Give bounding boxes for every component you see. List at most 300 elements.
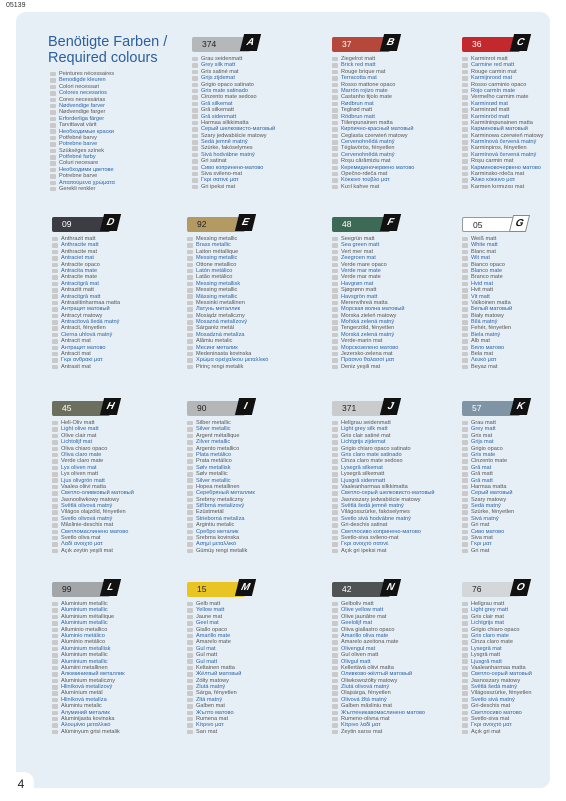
- language-flag-icon: [52, 282, 58, 287]
- language-flag-icon: [462, 698, 468, 703]
- color-name-text: Alb mat: [471, 338, 490, 345]
- color-number: 99: [62, 584, 72, 594]
- color-name-row: [332, 364, 460, 370]
- language-flag-icon: [332, 108, 338, 113]
- language-flag-icon: [52, 447, 58, 452]
- color-name-text: Tengerzöld, fényetlen: [341, 325, 395, 332]
- color-name-text: Karminrød mat: [471, 100, 508, 107]
- language-flag-icon: [462, 679, 468, 684]
- color-name-text: Karminröd matt: [471, 113, 510, 120]
- language-flag-icon: [462, 333, 468, 338]
- color-name-row: [462, 184, 566, 190]
- color-name-text: Colori necessari: [59, 83, 100, 90]
- language-flag-icon: [332, 185, 338, 190]
- color-name-text: Gris claro mate satinado: [341, 451, 402, 458]
- color-name-text: Бяло матово: [471, 344, 505, 351]
- color-name-text: Rödbrun matt: [341, 113, 375, 120]
- language-flag-icon: [462, 536, 468, 541]
- language-flag-icon: [187, 491, 193, 496]
- language-flag-icon: [462, 523, 468, 528]
- language-flag-icon: [332, 440, 338, 445]
- language-flag-icon: [187, 333, 193, 338]
- color-name-text: Grå sidenmatt: [201, 113, 237, 120]
- color-name-text: Rouge carmin mat: [471, 68, 517, 75]
- language-flag-icon: [332, 542, 338, 547]
- language-flag-icon: [52, 320, 58, 325]
- language-flag-icon: [332, 621, 338, 626]
- color-name-text: Sølv metallisk: [196, 464, 231, 471]
- language-flag-icon: [462, 685, 468, 690]
- language-flag-icon: [187, 453, 193, 458]
- language-flag-icon: [332, 628, 338, 633]
- color-name-text: Sjøgrønn matt: [341, 287, 377, 294]
- language-flag-icon: [187, 434, 193, 439]
- color-name-text: Antrasiitinharmaa matta: [61, 299, 121, 306]
- language-flag-icon: [462, 314, 468, 319]
- color-name-list: [187, 420, 315, 554]
- color-name-text: Antraciet mat: [61, 255, 94, 262]
- language-flag-icon: [462, 114, 468, 119]
- color-name-text: Gris satiné mat: [201, 68, 239, 75]
- language-flag-icon: [192, 172, 198, 177]
- language-flag-icon: [332, 504, 338, 509]
- color-name-text: Silber metallic: [196, 420, 231, 426]
- color-name-text: Antracitová šedá matný: [61, 319, 120, 326]
- color-name-text: Karmínová červená matný: [471, 151, 537, 158]
- color-name-text: Aluminiu metalic: [61, 703, 102, 710]
- color-name-text: Világosszürke, fakóselymes: [341, 509, 410, 516]
- color-name-text: Erforderliga färger: [59, 115, 105, 122]
- color-name-text: Сиво копринено-матово: [201, 164, 264, 171]
- language-flag-icon: [50, 123, 56, 128]
- language-flag-icon: [187, 653, 193, 658]
- color-name-text: Světlá šedá matný: [471, 684, 518, 691]
- language-flag-icon: [332, 89, 338, 94]
- language-flag-icon: [462, 621, 468, 626]
- language-flag-icon: [50, 117, 56, 122]
- color-name-text: Galben mat: [196, 703, 225, 710]
- color-name-text: Vaaleanharmaa matta: [471, 664, 526, 671]
- language-flag-icon: [332, 339, 338, 344]
- language-flag-icon: [52, 365, 58, 370]
- language-flag-icon: [192, 140, 198, 145]
- language-flag-icon: [332, 459, 338, 464]
- language-flag-icon: [332, 523, 338, 528]
- language-flag-icon: [332, 166, 338, 171]
- language-flag-icon: [462, 628, 468, 633]
- color-name-text: Srebrna kovinska: [196, 535, 240, 542]
- page-title: [48, 34, 167, 66]
- color-name-text: Antracitgrå matt: [61, 293, 101, 300]
- color-name-text: Brick red matt: [341, 62, 376, 69]
- color-name-text: Šedá matný: [471, 503, 501, 510]
- color-name-text: Nødvendige farger: [59, 109, 106, 116]
- page-id: 05139: [6, 2, 26, 9]
- color-name-text: Κόκκινο τούβλο ματ: [341, 177, 390, 184]
- language-flag-icon: [332, 114, 338, 119]
- language-flag-icon: [187, 536, 193, 541]
- language-flag-icon: [52, 326, 58, 331]
- language-flag-icon: [187, 602, 193, 607]
- color-name-text: Nødvendige farver: [59, 102, 106, 109]
- color-name-text: Hliníková metalíza: [61, 696, 107, 703]
- color-letter: M: [235, 579, 256, 596]
- language-flag-icon: [187, 549, 193, 554]
- color-name-text: Prata metálico: [196, 458, 232, 465]
- language-flag-icon: [332, 346, 338, 351]
- language-flag-icon: [187, 628, 193, 633]
- language-flag-icon: [332, 608, 338, 613]
- color-name-text: Grå mat: [471, 464, 492, 471]
- color-name-text: Mosiądz metaliczny: [196, 312, 245, 319]
- language-flag-icon: [332, 57, 338, 62]
- language-flag-icon: [50, 104, 56, 109]
- language-flag-icon: [187, 243, 193, 248]
- language-flag-icon: [187, 472, 193, 477]
- color-name-text: Măslinie-deschis mat: [61, 522, 114, 529]
- language-flag-icon: [332, 178, 338, 183]
- color-tab: [462, 582, 526, 597]
- language-flag-icon: [187, 685, 193, 690]
- language-flag-icon: [187, 301, 193, 306]
- color-name-text: Grå matt: [471, 471, 493, 478]
- color-name-text: Hvid mat: [471, 280, 494, 287]
- color-name-text: Potřebné farby: [59, 154, 96, 161]
- color-name-text: Oliva giallastro opaco: [341, 626, 395, 633]
- color-name-text: Antracit mat: [61, 351, 91, 358]
- color-name-text: Weiß matt: [471, 236, 497, 242]
- language-flag-icon: [462, 121, 468, 126]
- color-name-text: Morská zelená matný: [341, 331, 395, 338]
- color-name-text: Карминовочервено матово: [471, 164, 541, 171]
- language-flag-icon: [187, 621, 193, 626]
- language-flag-icon: [462, 365, 468, 370]
- language-flag-icon: [52, 615, 58, 620]
- color-name-text: Žltá matný: [196, 696, 223, 703]
- language-flag-icon: [52, 237, 58, 242]
- color-name-text: Светлосиво копринено-матово: [341, 528, 421, 535]
- language-flag-icon: [332, 536, 338, 541]
- color-name-text: Mosazná metalízový: [196, 319, 247, 326]
- language-flag-icon: [50, 149, 56, 154]
- color-name-text: Морская волна матовый: [341, 306, 405, 313]
- language-flag-icon: [187, 666, 193, 671]
- color-name-text: Aluminium metallic: [61, 620, 108, 627]
- color-name-text: Silver metallic: [196, 477, 231, 484]
- color-name-text: Potřebné barvy: [59, 134, 97, 141]
- language-flag-icon: [187, 478, 193, 483]
- color-name-text: Açık gri ipeksi mat: [341, 547, 387, 554]
- color-name-list: [462, 56, 566, 190]
- language-flag-icon: [462, 134, 468, 139]
- color-name-text: Gris mate satinado: [201, 87, 248, 94]
- color-name-text: Белый матовый: [471, 306, 513, 313]
- language-flag-icon: [332, 717, 338, 722]
- color-name-row: [187, 364, 315, 370]
- color-name-text: Colores necesarios: [59, 90, 107, 97]
- color-number: 42: [342, 584, 352, 594]
- color-name-text: Светлосиво матово: [471, 709, 522, 716]
- color-name-text: Grey matt: [471, 426, 496, 433]
- language-flag-icon: [187, 256, 193, 261]
- language-flag-icon: [332, 510, 338, 515]
- language-flag-icon: [332, 269, 338, 274]
- color-name-text: Rosso mattone opaco: [341, 81, 396, 88]
- language-flag-icon: [52, 294, 58, 299]
- color-name-text: Rumena mat: [196, 716, 229, 723]
- language-flag-icon: [332, 472, 338, 477]
- color-name-text: Anthracite matt: [61, 242, 99, 249]
- color-name-text: Zeegroen mat: [341, 255, 376, 262]
- color-letter: H: [100, 398, 121, 415]
- language-flag-icon: [52, 602, 58, 607]
- color-name-text: Απαιτούμενα χρώματα: [59, 179, 115, 186]
- color-letter: L: [100, 579, 121, 596]
- color-tab: [187, 217, 251, 232]
- color-name-text: Szükséges színek: [59, 147, 105, 154]
- language-flag-icon: [192, 178, 198, 183]
- color-name-text: Srebrny metaliczny: [196, 496, 244, 503]
- color-name-text: Γκρι ανοιχτό σατινέ: [341, 541, 389, 548]
- color-name-text: Brass metallic: [196, 242, 231, 249]
- color-block-c: [462, 37, 566, 190]
- language-flag-icon: [462, 70, 468, 75]
- language-flag-icon: [52, 647, 58, 652]
- language-flag-icon: [52, 691, 58, 696]
- language-flag-icon: [462, 542, 468, 547]
- color-name-text: Šedá jemně matný: [201, 139, 248, 146]
- language-flag-icon: [52, 698, 58, 703]
- language-flag-icon: [462, 498, 468, 503]
- color-name-text: Морскозелено матово: [341, 344, 399, 351]
- language-flag-icon: [332, 453, 338, 458]
- color-name-text: Rumeno-olivna mat: [341, 716, 390, 723]
- color-name-text: Hellgrau matt: [471, 601, 505, 607]
- language-flag-icon: [187, 358, 193, 363]
- color-name-list: [192, 56, 320, 190]
- color-name-text: Messinki metallinen: [196, 299, 245, 306]
- language-flag-icon: [462, 76, 468, 81]
- color-tab: [462, 37, 526, 52]
- language-flag-icon: [187, 339, 193, 344]
- language-flag-icon: [52, 434, 58, 439]
- color-name-text: Olive yellow matt: [341, 607, 384, 614]
- language-flag-icon: [187, 498, 193, 503]
- color-name-text: Aluminium métallique: [61, 613, 115, 620]
- color-name-text: Ceglasta czerwień matowy: [341, 132, 408, 139]
- color-number: 36: [472, 39, 482, 49]
- language-flag-icon: [332, 256, 338, 261]
- color-letter: F: [380, 214, 401, 231]
- language-flag-icon: [50, 85, 56, 90]
- color-name-text: Λαδί ανοιχτό ματ: [61, 541, 103, 548]
- color-name-text: Verde mar mate: [341, 274, 381, 281]
- language-flag-icon: [462, 634, 468, 639]
- color-name-text: Havgrøn mat: [341, 280, 374, 287]
- color-name-text: Svetlo sivá hodvábne matný: [341, 515, 411, 522]
- color-name-text: Ezüstmetál: [196, 509, 224, 516]
- color-name-text: Olive jaunâtre mat: [341, 613, 387, 620]
- language-flag-icon: [52, 549, 58, 554]
- language-flag-icon: [462, 549, 468, 554]
- language-flag-icon: [187, 704, 193, 709]
- language-flag-icon: [332, 263, 338, 268]
- language-flag-icon: [187, 717, 193, 722]
- color-tab: [332, 37, 396, 52]
- language-flag-icon: [52, 628, 58, 633]
- title-line-1: Benötigte Farben /: [48, 34, 168, 50]
- color-number: 15: [197, 584, 207, 594]
- title-line-2: Required colours: [48, 50, 158, 66]
- language-flag-icon: [187, 288, 193, 293]
- language-flag-icon: [52, 659, 58, 664]
- color-name-text: Castanho tijolo mate: [341, 94, 392, 101]
- color-tab: [52, 582, 115, 597]
- color-name-text: Grau seidenmatt: [201, 56, 243, 62]
- color-name-text: Biela matný: [471, 331, 501, 338]
- color-name-text: Plata metálico: [196, 451, 232, 458]
- language-flag-icon: [50, 72, 56, 77]
- color-name-text: Месинг металик: [196, 344, 238, 351]
- language-flag-icon: [462, 102, 468, 107]
- color-name-text: Gri mat: [471, 547, 490, 554]
- color-name-text: Kızıl kahve mat: [341, 183, 380, 190]
- language-flag-icon: [462, 153, 468, 158]
- color-name-text: Aluminium metaliczny: [61, 677, 116, 684]
- color-letter: O: [510, 579, 531, 596]
- language-flag-icon: [462, 640, 468, 645]
- language-flag-icon: [332, 76, 338, 81]
- color-name-text: Svetlo-siva svileno-mat: [341, 535, 399, 542]
- color-name-text: Ljusgrå matt: [471, 658, 502, 665]
- color-name-text: Λευκό ματ: [471, 357, 497, 364]
- color-name-text: Alumínium metál: [61, 690, 103, 697]
- language-flag-icon: [462, 608, 468, 613]
- color-letter: N: [380, 579, 401, 596]
- color-name-text: Gelboliv matt: [341, 601, 374, 607]
- language-flag-icon: [187, 672, 193, 677]
- color-name-text: Антрацит матово: [61, 344, 106, 351]
- language-flag-icon: [332, 549, 338, 554]
- color-name-text: Κίτρινο ματ: [196, 722, 224, 729]
- color-name-text: Сребро металик: [196, 528, 239, 535]
- color-name-text: Необходимые краски: [59, 128, 114, 135]
- color-number: 48: [342, 219, 352, 229]
- color-name-text: Mosadzná metalíza: [196, 331, 245, 338]
- color-name-text: Gul matt: [196, 652, 218, 659]
- color-block-h: [52, 401, 180, 554]
- intro-list: [50, 71, 176, 192]
- language-flag-icon: [52, 530, 58, 535]
- language-flag-icon: [462, 63, 468, 68]
- language-flag-icon: [52, 711, 58, 716]
- color-letter: I: [235, 398, 256, 415]
- color-name-text: Vit matt: [471, 293, 490, 300]
- language-flag-icon: [52, 440, 58, 445]
- color-name-text: Antrasit mat: [61, 363, 91, 370]
- language-flag-icon: [187, 275, 193, 280]
- color-name-text: Medeninasta kovinska: [196, 351, 252, 358]
- color-name-row: [52, 729, 180, 735]
- color-name-text: Světlá olivová matný: [61, 503, 113, 510]
- language-flag-icon: [462, 83, 468, 88]
- color-tab: [462, 217, 525, 232]
- color-block-e: [187, 217, 315, 370]
- color-name-text: Amarelo azeitona mate: [341, 639, 399, 646]
- language-flag-icon: [332, 288, 338, 293]
- color-name-text: Необходими цветове: [59, 166, 114, 173]
- color-name-text: Blanc mat: [471, 248, 496, 255]
- color-tab: [332, 217, 395, 232]
- color-letter: B: [380, 34, 401, 51]
- language-flag-icon: [462, 453, 468, 458]
- color-name-text: Lichtgrijs mat: [471, 620, 504, 627]
- color-name-text: Gri-deschis satinat: [341, 522, 388, 529]
- color-name-text: Svetlo sivá matný: [471, 696, 515, 703]
- color-name-text: Πράσινο θαλασσί ματ: [341, 357, 395, 364]
- language-flag-icon: [462, 672, 468, 677]
- color-name-text: Aluminium metallic: [61, 652, 108, 659]
- color-name-text: Серый матовый: [471, 490, 513, 497]
- color-name-text: Hell-Oliv matt: [61, 420, 95, 426]
- color-name-text: Светло-серый матовый: [471, 671, 532, 678]
- color-name-list: [187, 236, 315, 370]
- color-name-text: Olive clair mat: [61, 432, 97, 439]
- language-flag-icon: [187, 730, 193, 735]
- language-flag-icon: [332, 427, 338, 432]
- language-flag-icon: [187, 659, 193, 664]
- color-name-text: Gris clair mat: [471, 613, 504, 620]
- color-name-text: Sea green matt: [341, 242, 380, 249]
- language-flag-icon: [187, 634, 193, 639]
- color-name-text: Aluminio metálico: [61, 632, 105, 639]
- language-flag-icon: [332, 102, 338, 107]
- color-name-text: Gelb matt: [196, 601, 221, 607]
- color-name-text: Жълтеникавомаслинено матово: [341, 709, 426, 716]
- language-flag-icon: [332, 530, 338, 535]
- color-name-text: Lysegrå silkematt: [341, 471, 385, 478]
- language-flag-icon: [192, 76, 198, 81]
- language-flag-icon: [332, 365, 338, 370]
- language-flag-icon: [462, 466, 468, 471]
- language-flag-icon: [187, 294, 193, 299]
- language-flag-icon: [192, 121, 198, 126]
- color-name-text: Karmiininpunainen matta: [471, 119, 533, 126]
- language-flag-icon: [462, 127, 468, 132]
- language-flag-icon: [462, 517, 468, 522]
- color-name-text: Ziegelrot matt: [341, 56, 376, 62]
- color-name-text: Branco mate: [471, 274, 503, 281]
- language-flag-icon: [52, 723, 58, 728]
- color-name-row: [52, 548, 180, 554]
- language-flag-icon: [332, 307, 338, 312]
- language-flag-icon: [52, 478, 58, 483]
- color-number: 92: [197, 219, 207, 229]
- color-name-text: Amarillo mate: [196, 632, 231, 639]
- language-flag-icon: [187, 711, 193, 716]
- color-name-text: Светломаслинено матово: [61, 528, 129, 535]
- language-flag-icon: [192, 83, 198, 88]
- language-flag-icon: [52, 523, 58, 528]
- language-flag-icon: [187, 365, 193, 370]
- language-flag-icon: [462, 666, 468, 671]
- color-name-text: Világosszürke, fényetlen: [471, 690, 532, 697]
- language-flag-icon: [187, 517, 193, 522]
- language-flag-icon: [187, 282, 193, 287]
- language-flag-icon: [332, 159, 338, 164]
- color-name-text: Mässing metallic: [196, 293, 238, 300]
- language-flag-icon: [52, 472, 58, 477]
